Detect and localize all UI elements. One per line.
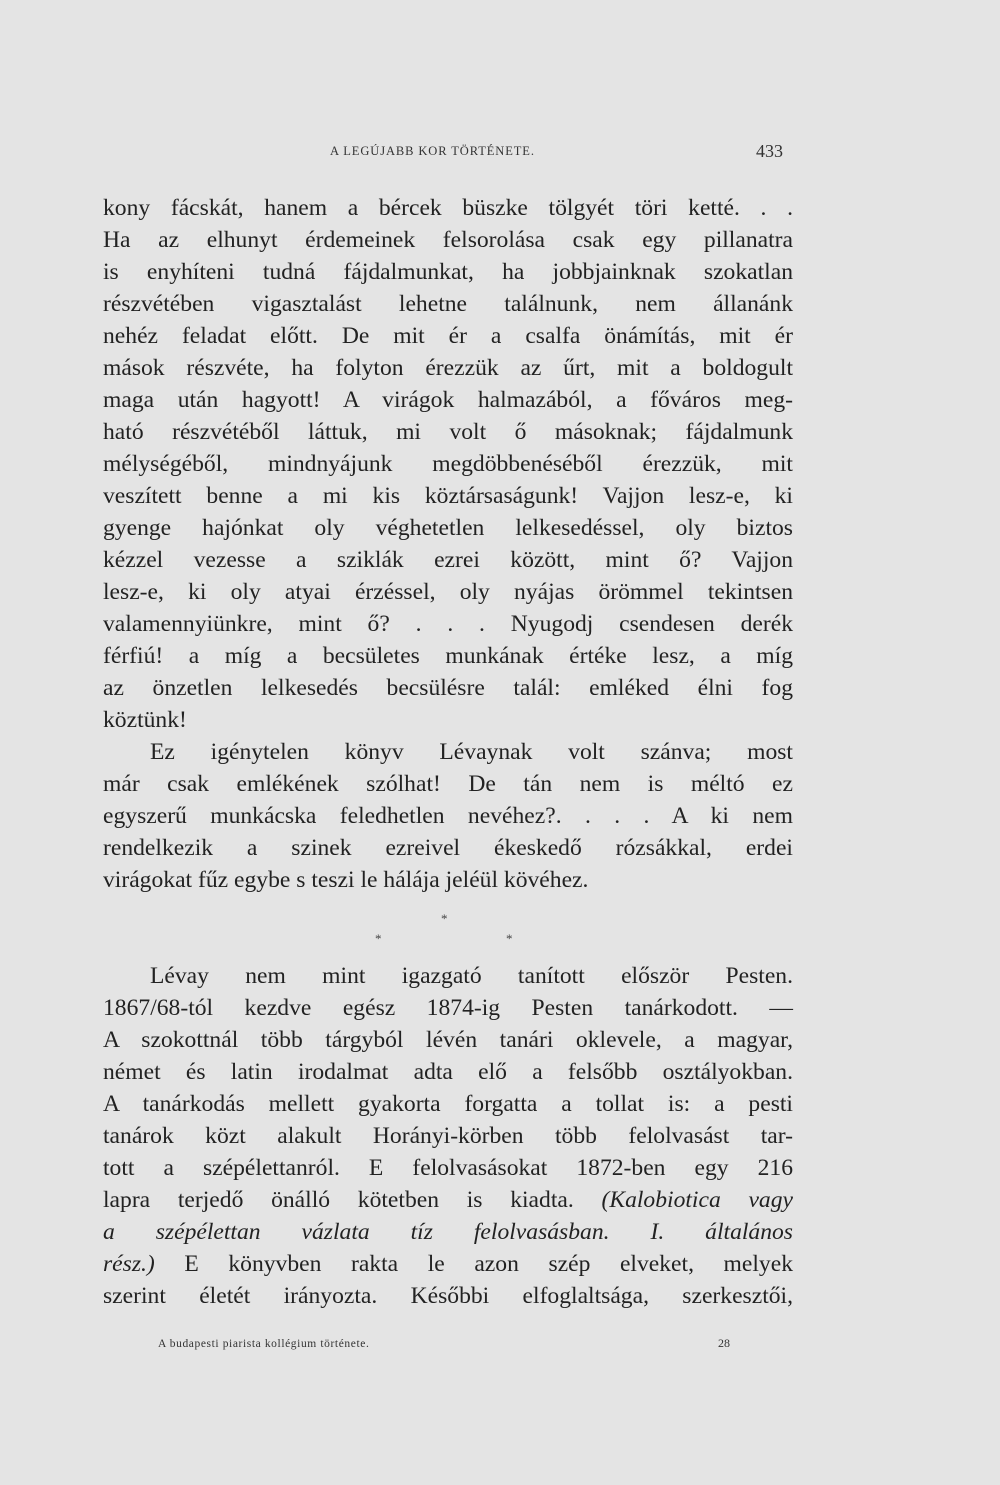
asterisk: * [441,911,448,926]
text-line-with-italic [103,1185,793,1215]
signature-mark-number: 28 [718,1336,730,1350]
text-line: mások részvéte, ha folyton érezzük az űrt, mit a boldogult [103,355,793,381]
book-title-italic: a szépélettan vázlata tíz felolvasásban. I. általános [103,1219,793,1245]
text-line-italic [103,1217,793,1247]
text-line: köztünk! [103,707,187,733]
text-line: is enyhíteni tudná fájdalmunkat, ha jobbjainknak szokatlan [103,259,793,285]
text-line-with-italic [103,1249,793,1279]
text-line: lesz-e, ki oly atyai érzéssel, oly nyájas örömmel tekintsen [103,579,793,605]
text-line: virágokat fűz egybe s teszi le hálája jeléül kövéhez. [103,867,589,893]
book-title-italic: rész.) [103,1251,155,1277]
text-segment: E könyvben rakta le azon szép elveket, melyek [154,1251,793,1277]
text-line: A szokottnál több tárgyból lévén tanári oklevele, a magyar, [103,1027,793,1053]
text-line: már csak emlékének szólhat! De tán nem is méltó ez [103,771,793,797]
signature-mark-text: A budapesti piarista kollégium története. [158,1338,370,1350]
text-line: valamennyiünkre, mint ő? . . . Nyugodj csendesen derék [103,611,793,637]
asterisk: * [375,931,382,946]
text-line: mélységéből, mindnyájunk megdöbbenéséből érezzük, mit [103,451,793,477]
text-line: maga után hagyott! A virágok halmazából, a főváros meg- [103,387,793,413]
text-line: az önzetlen lelkesedés becsülésre talál: emléked élni fog [103,675,793,701]
text-line: Ha az elhunyt érdemeinek felsorolása csak egy pillanatra [103,227,793,253]
paragraph-first-line: Lévay nem mint igazgató tanított először Pesten. [150,963,793,989]
text-line: tott a szépélettanról. E felolvasásokat 1872-ben egy 216 [103,1155,793,1181]
text-line: férfiú! a míg a becsületes munkának értéke lesz, a míg [103,643,793,669]
text-line: szerint életét irányozta. Későbbi elfoglaltsága, szerkesztői, [103,1283,793,1309]
text-segment: lapra terjedő önálló kötetben is kiadta. [103,1187,602,1213]
paragraph-first-line: Ez igénytelen könyv Lévaynak volt szánva; most [150,739,793,765]
running-header-title: A LEGÚJABB KOR TÖRTÉNETE. [330,144,535,158]
text-line: részvétében vigasztalást lehetne találnunk, nem állanánk [103,291,793,317]
text-line: veszített benne a mi kis köztársaságunk! Vajjon lesz-e, ki [103,483,793,509]
text-line: egyszerű munkácska feledhetlen nevéhez?. . . . A ki nem [103,803,793,829]
book-title-italic: (Kalobiotica vagy [601,1187,793,1213]
page-number: 433 [756,141,783,161]
text-line: német és latin irodalmat adta elő a felsőbb osztályokban. [103,1059,793,1085]
text-line: 1867/68-tól kezdve egész 1874-ig Pesten tanárkodott. — [103,995,793,1021]
asterisk: * [506,931,513,946]
text-line: rendelkezik a szinek ezreivel ékeskedő rózsákkal, erdei [103,835,793,861]
text-line: kézzel vezesse a sziklák ezrei között, mint ő? Vajjon [103,547,793,573]
text-line: nehéz feladat előtt. De mit ér a csalfa önámítás, mit ér [103,323,793,349]
text-line: ható részvétéből láttuk, mi volt ő másoknak; fájdalmunk [103,419,793,445]
text-line: tanárok közt alakult Horányi-körben több felolvasást tar- [103,1123,793,1149]
text-line: A tanárkodás mellett gyakorta forgatta a tollat is: a pesti [103,1091,793,1117]
text-line: gyenge hajónkat oly véghetetlen lelkesedéssel, oly biztos [103,515,793,541]
running-header [0,141,1000,174]
text-line: kony fácskát, hanem a bércek büszke tölgyét töri ketté. . . [103,195,793,221]
